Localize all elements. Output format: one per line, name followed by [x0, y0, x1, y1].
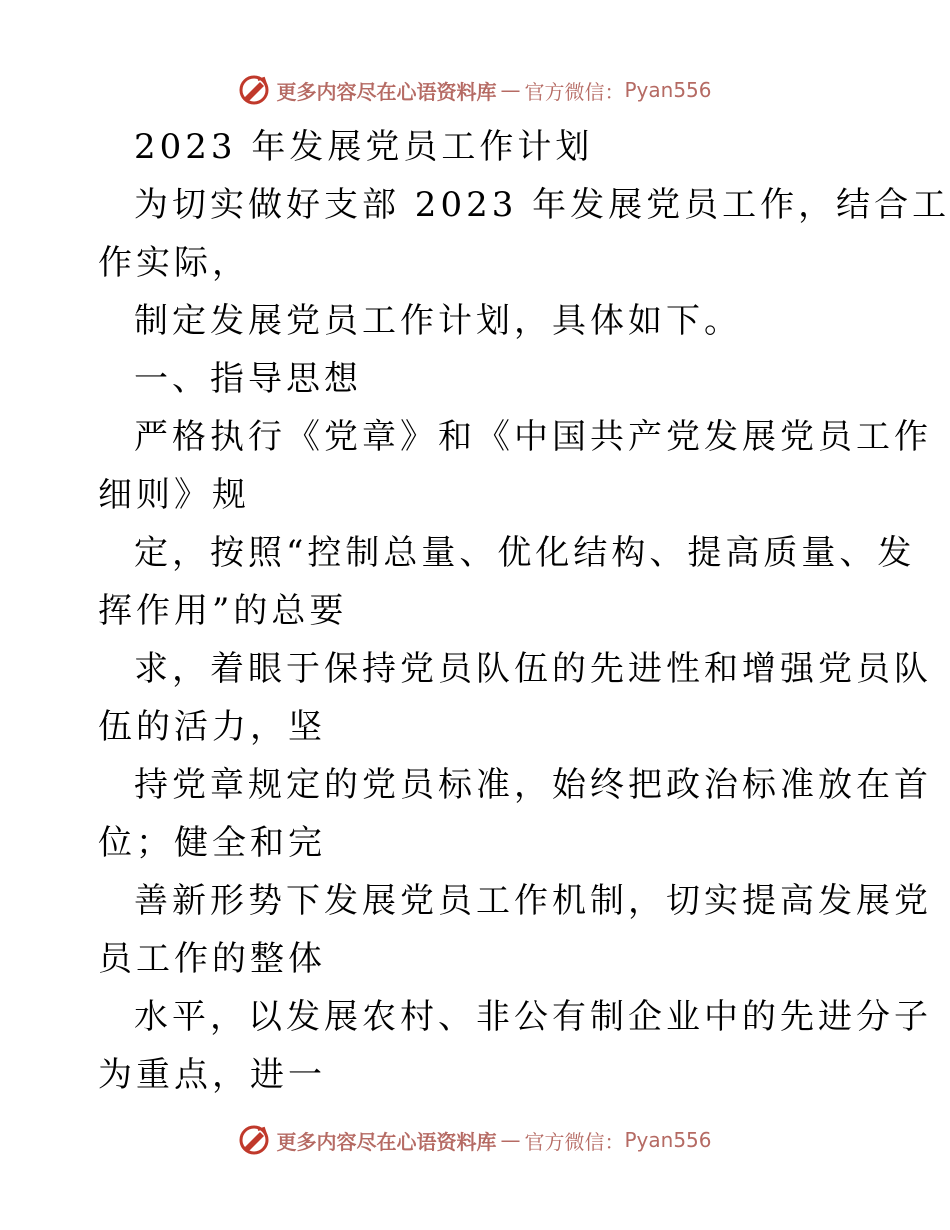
- paragraph-line: 善新形势下发展党员工作机制，切实提高发展党: [134, 881, 932, 921]
- section-heading: 一、指导思想: [134, 359, 362, 399]
- paragraph-line: 为切实做好支部 2023 年发展党员工作，结合工: [134, 185, 950, 225]
- document-body: [98, 118, 950, 1104]
- paragraph-line: 制定发展党员工作计划，具体如下。: [134, 301, 742, 341]
- banner-wechat-id: Pyan556: [624, 78, 712, 102]
- paragraph-line: 位；健全和完: [98, 823, 326, 863]
- paragraph-line: 严格执行《党章》和《中国共产党发展党员工作: [134, 417, 932, 457]
- banner-wechat-id: Pyan556: [624, 1128, 712, 1152]
- paragraph-line: 挥作用”的总要: [98, 591, 348, 631]
- paragraph-line: 为重点，进一: [98, 1055, 326, 1095]
- banner-wechat-label: 官方微信：: [524, 1129, 625, 1154]
- paragraph-line: 定，按照“控制总量、优化结构、提高质量、发: [134, 533, 916, 573]
- header-banner: [0, 70, 950, 110]
- banner-promo-text: 更多内容尽在心语资料库: [276, 1129, 497, 1154]
- banner-separator: —: [500, 1128, 521, 1152]
- paragraph-line: 作实际，: [98, 243, 250, 283]
- library-logo-icon: [238, 74, 270, 106]
- banner-promo-text: 更多内容尽在心语资料库: [276, 79, 497, 104]
- paragraph-line: 求，着眼于保持党员队伍的先进性和增强党员队: [134, 649, 932, 689]
- banner-separator: —: [500, 78, 521, 102]
- document-title: 2023 年发展党员工作计划: [134, 127, 594, 167]
- footer-banner: [0, 1120, 950, 1160]
- paragraph-line: 伍的活力，坚: [98, 707, 326, 747]
- banner-wechat-label: 官方微信：: [524, 79, 625, 104]
- library-logo-icon: [238, 1124, 270, 1156]
- paragraph-line: 细则》规: [98, 475, 250, 515]
- paragraph-line: 持党章规定的党员标准，始终把政治标准放在首: [134, 765, 932, 805]
- paragraph-line: 水平，以发展农村、非公有制企业中的先进分子: [134, 997, 932, 1037]
- paragraph-line: 员工作的整体: [98, 939, 326, 979]
